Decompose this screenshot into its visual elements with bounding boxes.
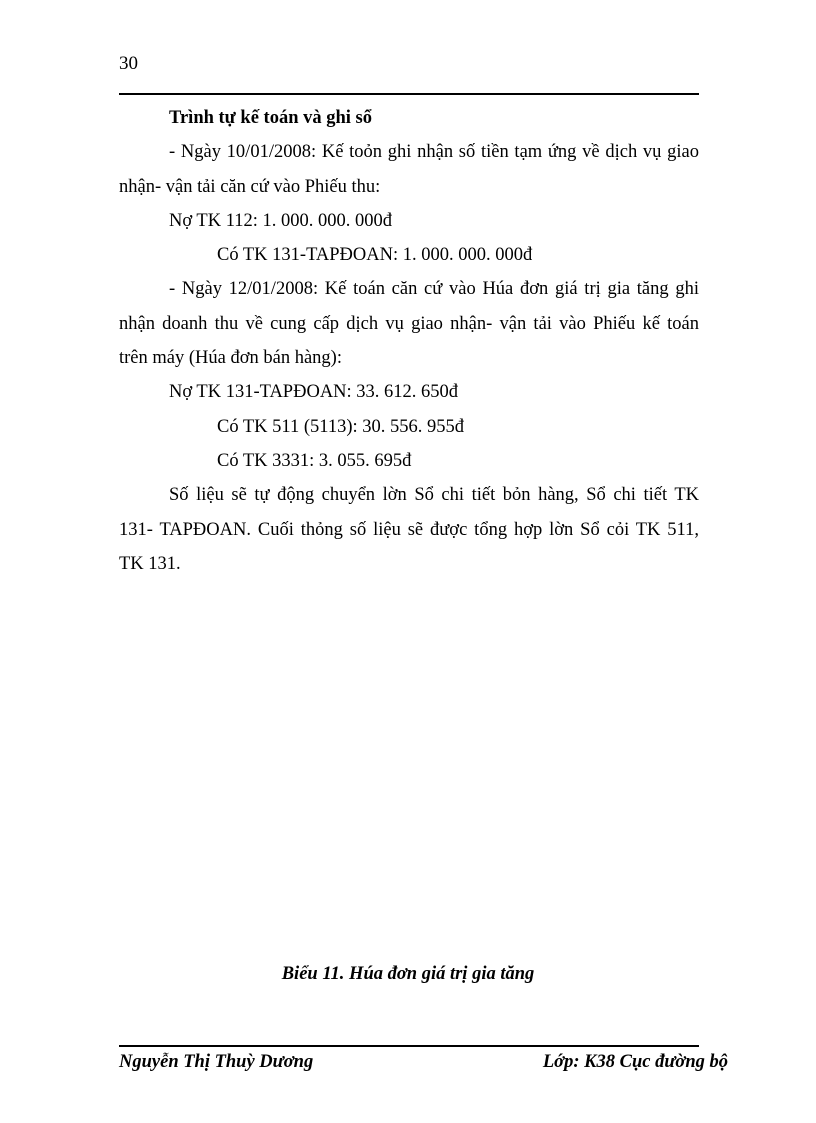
header-rule xyxy=(119,93,699,95)
paragraph-line: TK 131. xyxy=(119,553,181,574)
footer-author: Nguyễn Thị Thuỳ Dương xyxy=(119,1052,314,1072)
paragraph-line: trên máy (Húa đơn bán hàng): xyxy=(119,348,342,369)
journal-entry-credit: Có TK 3331: 3. 055. 695đ xyxy=(217,450,412,471)
journal-entry-credit: Có TK 131-TAPĐOAN: 1. 000. 000. 000đ xyxy=(217,245,533,266)
footer-rule xyxy=(119,1045,699,1047)
paragraph-line: 131- TAPĐOAN. Cuối thỏng số liệu sẽ được tổng hợp lờn Sổ cỏi TK 511, xyxy=(119,519,699,540)
paragraph-line: Số liệu sẽ tự động chuyển lờn Sổ chi tiết bỏn hàng, Sổ chi tiết TK xyxy=(169,485,699,506)
paragraph-line: - Ngày 12/01/2008: Kế toán căn cứ vào Húa đơn giá trị gia tăng ghi xyxy=(169,279,699,300)
page-number: 30 xyxy=(119,53,138,74)
document-body xyxy=(119,101,699,581)
journal-entry-credit: Có TK 511 (5113): 30. 556. 955đ xyxy=(217,416,465,437)
paragraph-line: - Ngày 10/01/2008: Kế toỏn ghi nhận số tiền tạm ứng về dịch vụ giao xyxy=(169,142,699,163)
journal-entry-debit: Nợ TK 112: 1. 000. 000. 000đ xyxy=(169,210,393,231)
paragraph-line: nhận doanh thu về cung cấp dịch vụ giao nhận- vận tải vào Phiếu kế toán xyxy=(119,313,699,334)
figure-caption: Biểu 11. Húa đơn giá trị gia tăng xyxy=(281,964,535,984)
footer-class: Lớp: K38 Cục đường bộ xyxy=(542,1052,728,1072)
paragraph-line: nhận- vận tải căn cứ vào Phiếu thu: xyxy=(119,176,381,197)
section-heading: Trình tự kế toán và ghi sổ xyxy=(169,108,372,128)
journal-entry-debit: Nợ TK 131-TAPĐOAN: 33. 612. 650đ xyxy=(169,382,459,403)
